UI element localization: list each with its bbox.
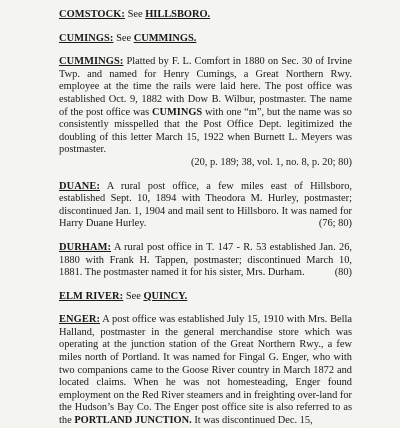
entry-duane (59, 181, 352, 231)
entry-comstock (59, 9, 352, 22)
entry-text: A rural post office, a few miles east of Hillsboro, established Sept. 10, 1894 with Theodora M. Hurley, postmaster; discontinued Jan. 1, 1904 and mail sent to Hillsboro. It was named for Harry Duane Hurley. (59, 180, 352, 230)
cross-reference: QUINCY. (143, 290, 188, 302)
entry-heading: ELM RIVER: (59, 290, 124, 302)
source-citation: (20, p. 189; 38, vol. 1, no. 8, p. 20; 80) (190, 156, 352, 168)
entry-heading: DUANE: (59, 180, 101, 192)
see-text: See (125, 290, 141, 302)
entry-heading: DURHAM: (59, 241, 112, 253)
entry-durham (59, 242, 352, 280)
cross-reference: CUMMINGS. (133, 32, 197, 44)
entry-text: A post office was established July 15, 1910 with Mrs. Bella Halland, postmaster in the general merchandise store which was operating at the junction station of the Great Northern Rwy., a few miles north of Portland. It was named for Fingal G. Enger, who with two companions came to the Goose River country in March 1872 and located claims. When he was not homesteading, Enger found employment on the Red River steamers and in freighting over-land for the Hudson’s Bay Co. The Enger post office site is also referred to as the (59, 314, 352, 427)
entry-enger (59, 314, 352, 427)
entry-text-continued: It was discontinued Dec. 15, (194, 415, 313, 427)
cross-reference: HILLSBORO. (145, 9, 211, 20)
entry-heading: CUMMINGS: (59, 56, 124, 68)
entry-heading: COMSTOCK: (59, 9, 125, 20)
entry-cummings (59, 56, 352, 169)
keyword: CUMINGS (151, 106, 203, 118)
see-text: See (127, 9, 143, 20)
keyword: PORTLAND JUNCTION. (74, 415, 192, 427)
see-text: See (116, 32, 132, 44)
entry-cumings (59, 33, 352, 46)
entry-text-continued: with one “m”, but the name was so consistently misspelled that the Post Office Dept. legitimized the doubling of this letter March 15, 1922 when Burnett L. Meyers was postmaster. (59, 106, 352, 156)
entry-elm-river (59, 291, 352, 304)
entry-heading: CUMINGS: (59, 32, 114, 44)
source-citation: (76; 80) (318, 218, 352, 230)
entry-text: Platted by F. L. Comfort in 1880 on Sec. 30 of Irvine Twp. and named for Henry Cumings, a Great Northern Rwy. employee at the time the rails were laid here. The post office was established Oct. 9, 1882 with Dow B. Wilbur, postmaster. The name of the post office was (59, 56, 352, 118)
entry-text: A rural post office in T. 147 - R. 53 established Jan. 26, 1880 with Frank H. Tappen, postmaster; discontinued March 10, 1881. The postmaster named it for his sister, Mrs. Durham. (59, 241, 352, 279)
entry-heading: ENGER: (59, 314, 101, 326)
source-citation: (80) (334, 267, 352, 279)
